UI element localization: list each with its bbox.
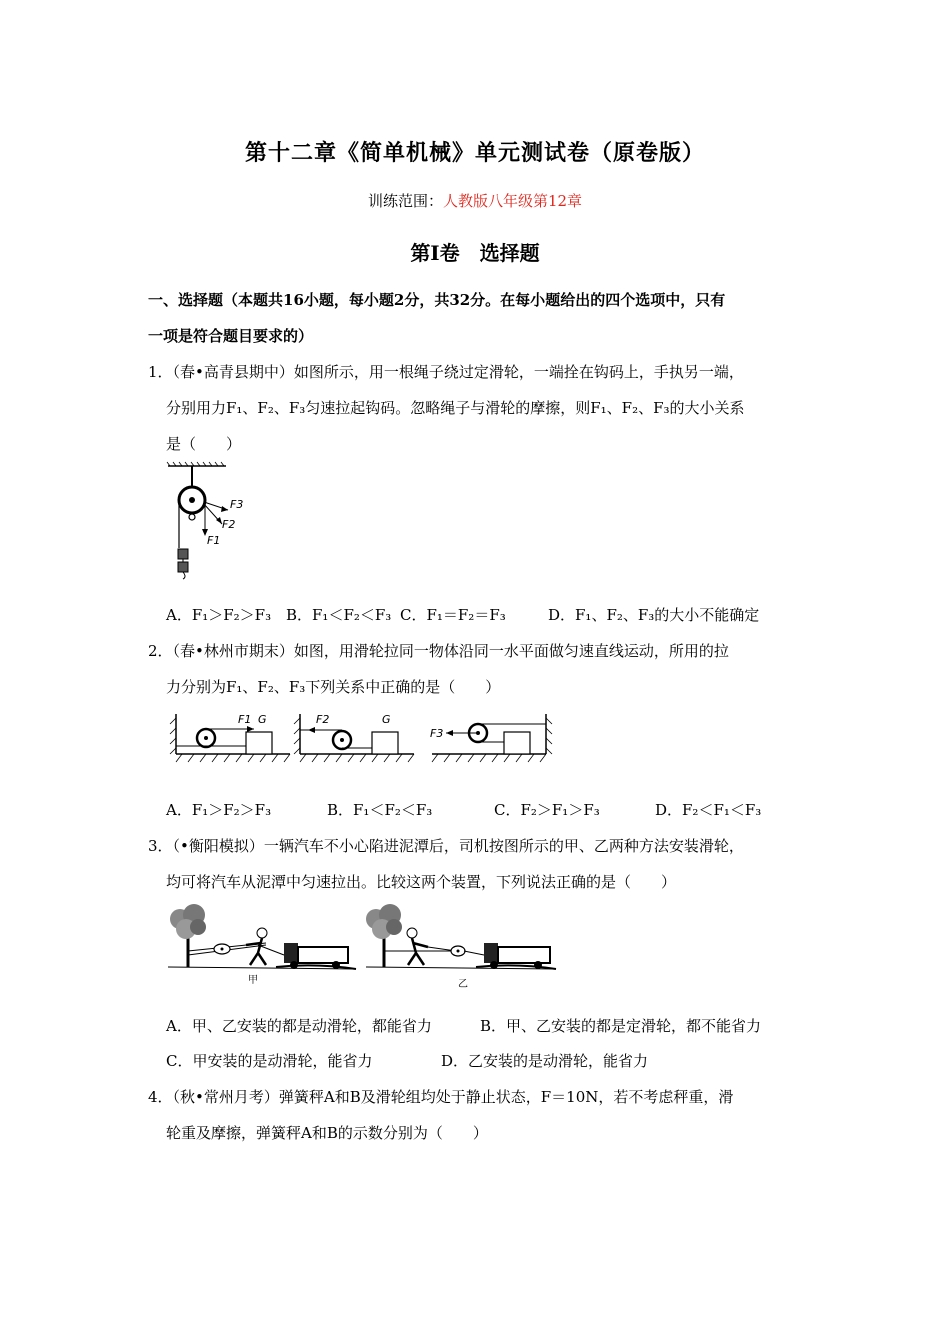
q3-label-yi: 乙: [458, 979, 468, 990]
q1-option-a[interactable]: A．F₁＞F₂＞F₃: [166, 606, 272, 624]
q2-label-f1: F1: [238, 713, 252, 726]
part-instructions-line2: 一项是符合题目要求的）: [148, 327, 314, 345]
scope-label: 训练范围：: [367, 192, 443, 210]
q1-stem-line1: 1．（春•高青县期中）如图所示，用一根绳子绕过定滑轮，一端拴在钩码上，手执另一端，: [148, 363, 744, 381]
q3-option-d[interactable]: D．乙安装的是动滑轮，能省力: [441, 1052, 649, 1070]
q2-pulley-figures: [166, 708, 561, 770]
q2-option-d[interactable]: D．F₂＜F₁＜F₃: [655, 801, 762, 819]
q1-hook-weight-2: [178, 562, 188, 572]
q3-scene-jia: [168, 904, 356, 986]
q3-label-jia: 甲: [248, 975, 258, 986]
page-title: 第十二章《简单机械》单元测试卷（原卷版）: [244, 140, 705, 166]
part-instructions-line1: 一、选择题（本题共16小题，每小题2分，共32分。在每小题给出的四个选项中，只有: [148, 291, 726, 309]
q2-stem-line2: 力分别为F₁、F₂、F₃下列关系中正确的是（ ）: [166, 678, 501, 696]
scope-value: 人教版八年级第12章: [442, 192, 583, 210]
q4-stem-line1: 4．（秋•常州月考）弹簧秤A和B及滑轮组均处于静止状态，F＝10N，若不考虑秤重，滑: [148, 1088, 734, 1106]
q3-scene-yi: [366, 904, 556, 990]
q2-block-1: [246, 732, 272, 754]
q1-option-d[interactable]: D．F₁、F₂、F₃的大小不能确定: [548, 606, 760, 624]
q1-option-c[interactable]: C．F₁＝F₂＝F₃: [400, 606, 506, 624]
q1-pulley-figure: [166, 462, 256, 580]
q3-stem-line2: 均可将汽车从泥潭中匀速拉出。比较这两个装置，下列说法正确的是（ ）: [166, 873, 677, 891]
q2-block-3: [504, 732, 530, 754]
q2-label-f3: F3: [430, 727, 444, 740]
q1-option-b[interactable]: B．F₁＜F₂＜F₃: [286, 606, 392, 624]
q1-label-f3: F3: [230, 498, 244, 511]
q2-label-f2: F2: [316, 713, 330, 726]
q2-block-2: [372, 732, 398, 754]
q1-stem-line3: 是（ ）: [166, 435, 242, 453]
q3-option-c[interactable]: C．甲安装的是动滑轮，能省力: [166, 1052, 373, 1070]
q2-option-b[interactable]: B．F₁＜F₂＜F₃: [327, 801, 433, 819]
q1-label-f2: F2: [222, 518, 236, 531]
q2-label-g2: G: [382, 713, 391, 726]
section-title: 第Ⅰ卷 选择题: [410, 241, 540, 265]
q4-stem-line2: 轮重及摩擦，弹簧秤A和B的示数分别为（ ）: [166, 1124, 488, 1142]
q2-option-a[interactable]: A．F₁＞F₂＞F₃: [166, 801, 272, 819]
q2-label-g1: G: [258, 713, 267, 726]
q3-truck-figures: [166, 903, 561, 991]
training-scope: [0, 190, 950, 211]
q2-option-c[interactable]: C．F₂＞F₁＞F₃: [494, 801, 600, 819]
q1-label-f1: F1: [207, 534, 221, 547]
q1-stem-line2: 分别用力F₁、F₂、F₃匀速拉起钩码。忽略绳子与滑轮的摩擦，则F₁、F₂、F₃的大小关系: [166, 399, 745, 417]
q2-stem-line1: 2．（春•林州市期末）如图，用滑轮拉同一物体沿同一水平面做匀速直线运动，所用的拉: [148, 642, 729, 660]
q1-hook-weight-1: [178, 549, 188, 559]
q3-option-a[interactable]: A．甲、乙安装的都是动滑轮，都能省力: [166, 1017, 432, 1035]
q3-option-b[interactable]: B．甲、乙安装的都是定滑轮，都不能省力: [480, 1017, 762, 1035]
q3-stem-line1: 3．（•衡阳模拟）一辆汽车不小心陷进泥潭后，司机按图所示的甲、乙两种方法安装滑轮，: [148, 837, 744, 855]
